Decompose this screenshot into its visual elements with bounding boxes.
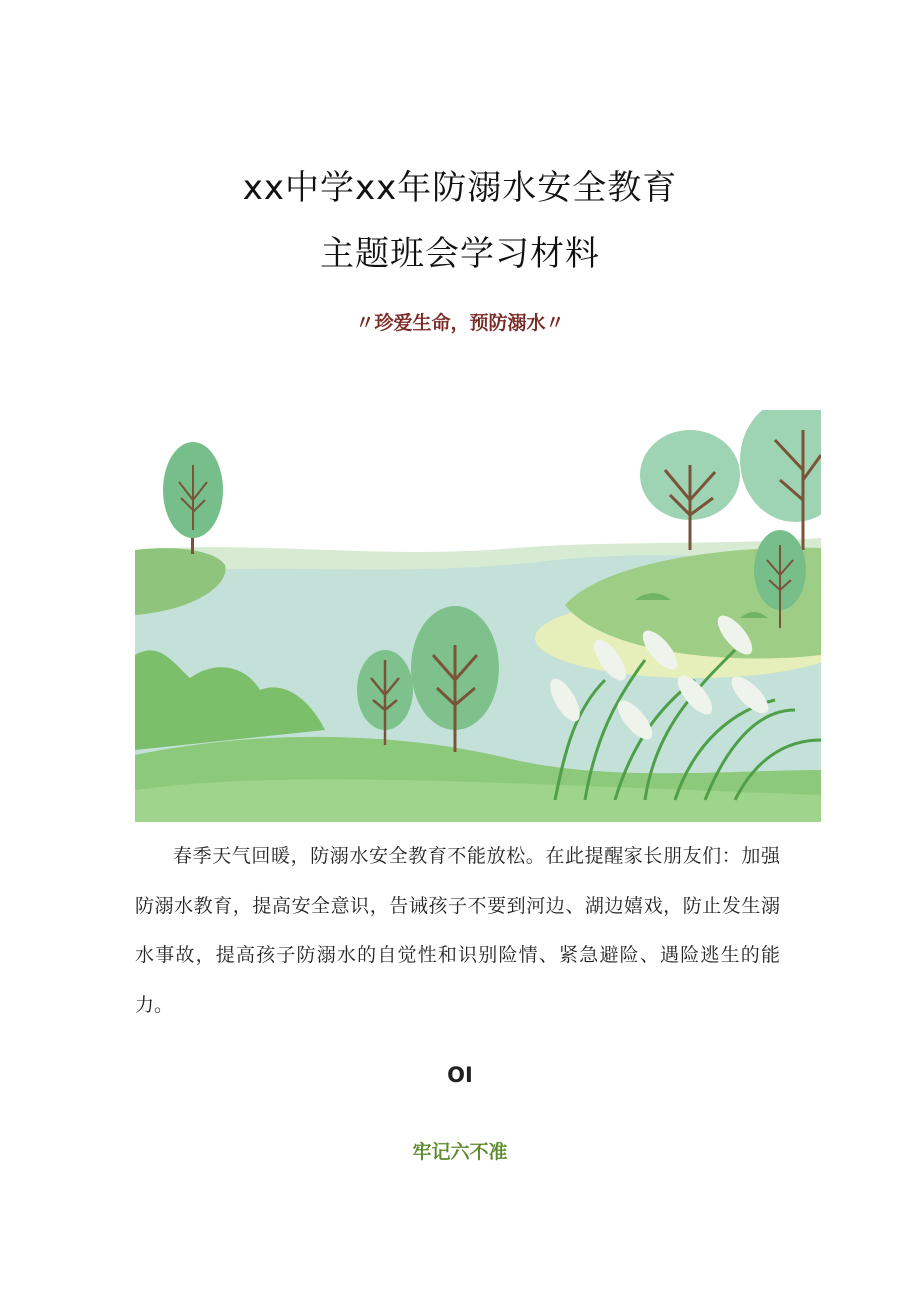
section-title: 牢记六不准: [412, 1141, 508, 1163]
section-number: OI: [447, 1063, 473, 1087]
document-title-line-1: xx中学xx年防溺水安全教育: [242, 168, 678, 208]
landscape-illustration: [135, 410, 821, 822]
intro-paragraph: 春季天气回暖，防溺水安全教育不能放松。在此提醒家长朋友们：加强防溺水教育，提高安全意识，告诫孩子不要到河边、湖边嬉戏，防止发生溺水事故，提高孩子防溺水的自觉性和识别险情、紧急避险、遇险逃生的能力。: [135, 845, 780, 1016]
document-title-line-2: 主题班会学习材料: [320, 234, 600, 274]
slogan: 〃珍爱生命，预防溺水〃: [355, 312, 565, 334]
